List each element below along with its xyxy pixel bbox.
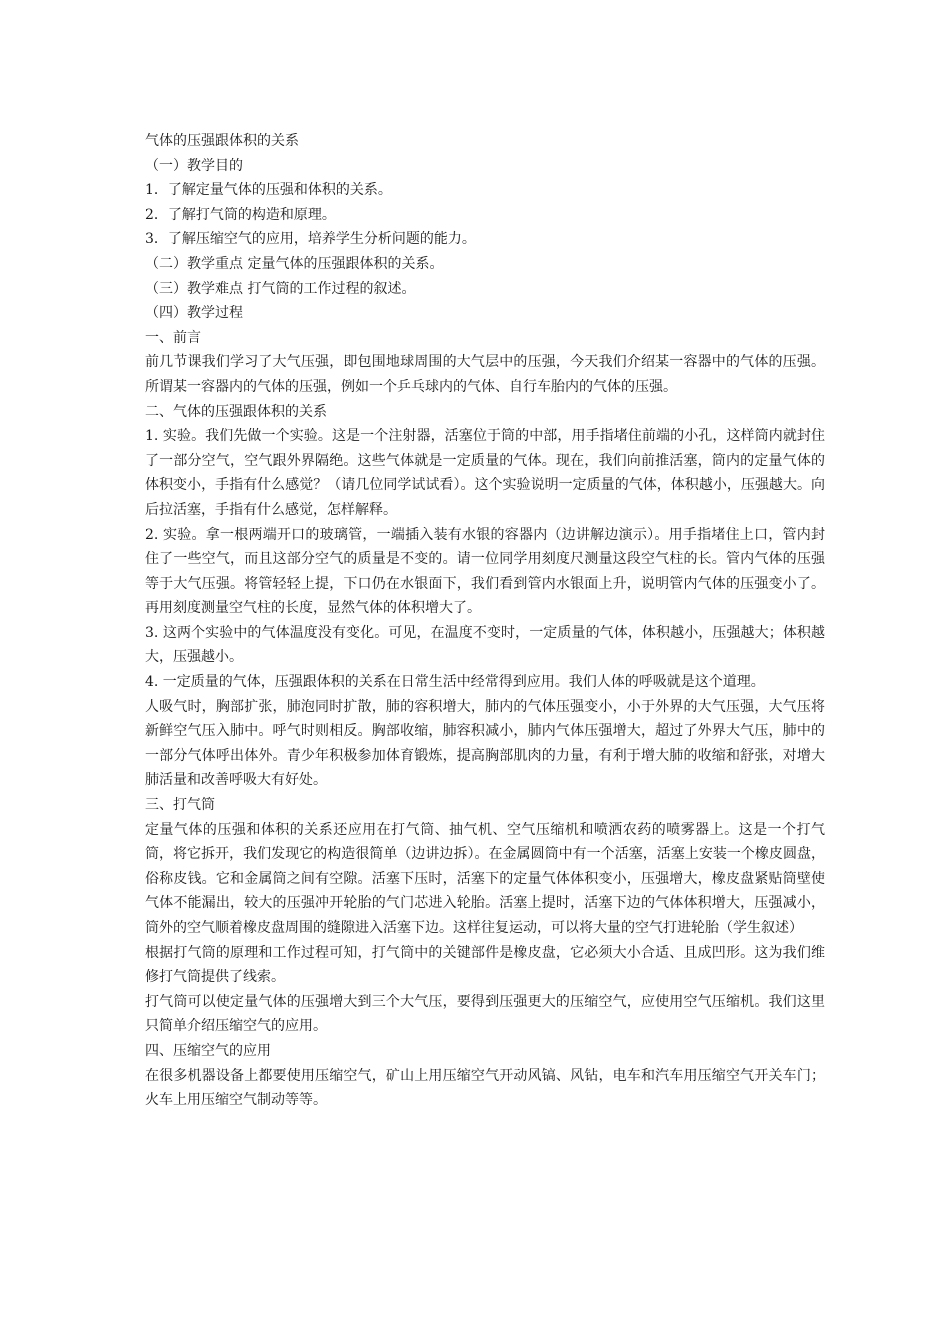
- section-heading-difficulty: （三）教学难点 打气筒的工作过程的叙述。: [145, 280, 416, 297]
- body-paragraph: 人吸气时，胸部扩张，肺泡同时扩散，肺的容积增大，肺内的气体压强变小，小于外界的大气压强，大气压将新鲜空气压入肺中。呼气时则相反。胸部收缩，肺容积减小，肺内气体压强增大，超过了外界大气压，肺中的一部分气体呼出体外。青少年积极参加体育锻炼，提高胸部肌肉的力量，有利于增大肺的收缩和舒张，对增大肺活量和改善呼吸大有好处。: [145, 698, 825, 789]
- section-heading-compressed-air: 四、压缩空气的应用: [145, 1042, 271, 1059]
- body-paragraph: 定量气体的压强和体积的关系还应用在打气筒、抽气机、空气压缩机和喷洒农药的喷雾器上。这是一个打气筒，将它拆开，我们发现它的构造很简单（边讲边拆）。在金属圆筒中有一个活塞，活塞上安装一个橡皮圆盘，俗称皮钱。它和金属筒之间有空隙。活塞下压时，活塞下的定量气体体积变小，压强增大，橡皮盘紧贴筒壁使气体不能漏出，较大的压强冲开轮胎的气门芯进入轮胎。活塞上提时，活塞下边的气体体积增大，压强减小，筒外的空气顺着橡皮盘周围的缝隙进入活塞下边。这样往复运动，可以将大量的空气打进轮胎（学生叙述）: [145, 821, 825, 936]
- body-paragraph: 打气筒可以使定量气体的压强增大到三个大气压，要得到压强更大的压缩空气，应使用空气压缩机。我们这里只简单介绍压缩空气的应用。: [145, 993, 825, 1035]
- body-paragraph: 4. 一定质量的气体，压强跟体积的关系在日常生活中经常得到应用。我们人体的呼吸就是这个道理。: [145, 674, 765, 691]
- section-heading-preface: 一、前言: [145, 329, 201, 346]
- objective-item: 2．了解打气筒的构造和原理。: [145, 206, 336, 223]
- section-heading-pump: 三、打气筒: [145, 797, 215, 814]
- section-heading-process: （四）教学过程: [145, 305, 243, 322]
- body-paragraph: 根据打气筒的原理和工作过程可知，打气筒中的关键部件是橡皮盘，它必须大小合适、且成凹形。这为我们维修打气筒提供了线索。: [145, 944, 825, 986]
- body-paragraph: 2. 实验。拿一根两端开口的玻璃管，一端插入装有水银的容器内（边讲解边演示）。用手指堵住上口，管内封住了一些空气，而且这部分空气的质量是不变的。请一位同学用刻度尺测量这段空气柱的长。管内气体的压强等于大气压强。将管轻轻上提，下口仍在水银面下，我们看到管内水银面上升，说明管内气体的压强变小了。再用刻度测量空气柱的长度，显然气体的体积增大了。: [145, 526, 825, 617]
- section-heading-key-point: （二）教学重点 定量气体的压强跟体积的关系。: [145, 255, 444, 272]
- document-body: [145, 129, 825, 1113]
- section-heading-relationship: 二、气体的压强跟体积的关系: [145, 403, 327, 420]
- body-paragraph: 前几节课我们学习了大气压强，即包围地球周围的大气层中的压强，今天我们介绍某一容器中的气体的压强。所谓某一容器内的气体的压强，例如一个乒乓球内的气体、自行车胎内的气体的压强。: [145, 354, 825, 395]
- objective-item: 3．了解压缩空气的应用，培养学生分析问题的能力。: [145, 231, 476, 248]
- body-paragraph: 1. 实验。我们先做一个实验。这是一个注射器，活塞位于筒的中部，用手指堵住前端的小孔，这样筒内就封住了一部分空气，空气跟外界隔绝。这些气体就是一定质量的气体。现在，我们向前推活塞，筒内的定量气体的体积变小，手指有什么感觉？（请几位同学试试看）。这个实验说明一定质量的气体，体积越小，压强越大。向后拉活塞，手指有什么感觉，怎样解释。: [145, 428, 825, 518]
- document-title: 气体的压强跟体积的关系: [145, 133, 299, 149]
- body-paragraph: 3. 这两个实验中的气体温度没有变化。可见，在温度不变时，一定质量的气体，体积越小，压强越大；体积越大，压强越小。: [145, 624, 825, 666]
- objective-item: 1．了解定量气体的压强和体积的关系。: [145, 182, 392, 199]
- section-heading-objectives: （一）教学目的: [145, 157, 243, 174]
- body-paragraph: 在很多机器设备上都要使用压缩空气，矿山上用压缩空气开动风镐、风钻，电车和汽车用压缩空气开关车门；火车上用压缩空气制动等等。: [145, 1067, 825, 1109]
